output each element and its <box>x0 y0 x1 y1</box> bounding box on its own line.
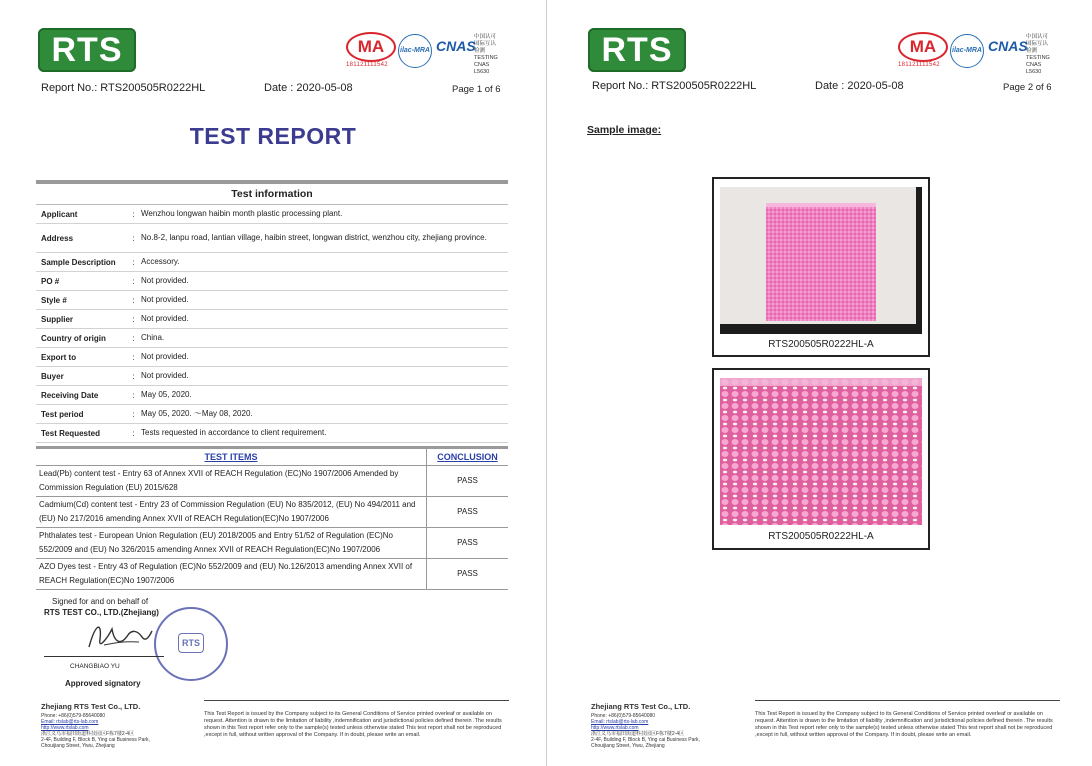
test-result: PASS <box>427 559 509 590</box>
info-colon: : <box>132 314 135 324</box>
test-items-table <box>36 446 508 590</box>
cert-number: 181121111542 <box>898 62 940 68</box>
cnas-text: 中国认可 国际互认 检测 TESTING CNAS L5630 <box>474 34 498 75</box>
info-key: Address <box>41 233 74 243</box>
test-item-row <box>36 559 508 590</box>
seal-rts-text: RTS <box>178 633 204 653</box>
report-page-2 <box>547 0 1092 766</box>
sample-photo-caption: RTS200505R0222HL-A <box>768 531 874 542</box>
info-key: Test period <box>41 409 84 419</box>
info-colon: : <box>132 233 135 243</box>
info-colon: : <box>132 257 135 267</box>
footer-disclaimer: This Test Report is issued by the Company subject to its General Conditions of Service printed overleaf or available on request. Attention is drawn to the limitation of liability ,indemnification and jurisdictional policies defined therein .The results shown in this Test report refer only to the sample(s) tested unless otherwise stated This test report shall not be reproduced ,except in full, without written approval of the Company. If in doubt, please write an email. <box>755 700 1060 739</box>
test-result: PASS <box>427 466 509 497</box>
sample-photo-swatch <box>720 187 922 334</box>
info-colon: : <box>132 409 135 419</box>
sample-photo-caption: RTS200505R0222HL-A <box>768 339 874 350</box>
cma-mark: MA 181121111542 <box>898 32 948 62</box>
info-key: PO # <box>41 276 60 286</box>
info-row <box>36 367 508 386</box>
info-value: Not provided. <box>141 352 189 361</box>
info-row <box>36 424 508 443</box>
info-key: Sample Description <box>41 257 116 267</box>
info-value: Wenzhou longwan haibin month plastic processing plant. <box>141 209 343 218</box>
rts-logo: RTS <box>38 28 136 72</box>
info-value: Accessory. <box>141 257 180 266</box>
page-number: Page 2 of 6 <box>1003 82 1052 93</box>
email-link[interactable]: Email: rtslab@rts-lab.com <box>41 719 99 725</box>
signature-block <box>44 597 204 688</box>
info-colon: : <box>132 333 135 343</box>
test-item: Lead(Pb) content test - Entry 63 of Annex XVII of REACH Regulation (EC)No 1907/2006 Amended by Commission Regulation (EU) 2015/628 <box>36 466 427 497</box>
signatory-role: Approved signatory <box>65 679 141 688</box>
website-link[interactable]: http://www.rtslab.com <box>591 725 639 731</box>
test-item-row <box>36 497 508 528</box>
info-row <box>36 272 508 291</box>
ilac-mra-mark: ilac-MRA <box>398 34 432 68</box>
cnas-mark: CNAS <box>436 38 476 54</box>
info-row <box>36 329 508 348</box>
info-key: Receiving Date <box>41 390 99 400</box>
info-value: Not provided. <box>141 295 189 304</box>
test-item: AZO Dyes test - Entry 43 of Regulation (EC)No 552/2009 and (EU) No.126/2013 amending Annex XVII of REACH Regulation(EC)No 1907/2006 <box>36 559 427 590</box>
test-information-heading: Test information <box>36 184 508 205</box>
info-value: Tests requested in accordance to client requirement. <box>141 428 327 437</box>
sample-image-label: Sample image: <box>587 124 662 136</box>
signed-for-line: Signed for and on behalf of <box>52 597 149 606</box>
page-number: Page 1 of 6 <box>452 84 501 95</box>
signatory-name: CHANGBIAO YU <box>70 663 120 670</box>
company-footer: Zhejiang RTS Test Co., LTD. Phone: +86(0)579-85640080 Email: rtslab@rts-lab.com http://www.rtslab.com 浙江义乌市福田街道科技园区F栋7楼2-4区 2-4F, Building F, Block B, Ying cai Business Park, Chouijiang Street, Yiwu, Zhejiang <box>41 702 150 749</box>
info-row <box>36 386 508 405</box>
report-date: Date : 2020-05-08 <box>815 80 904 92</box>
info-value: No.8-2, lanpu road, lantian village, haibin street, longwan district, wenzhou city, zhejiang province. <box>141 233 487 242</box>
cnas-mark: CNAS <box>988 38 1028 54</box>
ilac-mra-mark: ilac-MRA <box>950 34 984 68</box>
info-row <box>36 224 508 253</box>
test-item: Cadmium(Cd) content test - Entry 23 of Commission Regulation (EU) No 835/2012, (EU) No 494/2011 and (EU) No 217/2016 amending Annex XVII of REACH Regulation(EC)No 1907/2006 <box>36 497 427 528</box>
info-colon: : <box>132 352 135 362</box>
info-row <box>36 205 508 224</box>
company-seal <box>154 607 228 681</box>
signing-company: RTS TEST CO., LTD.(Zhejiang) <box>44 608 159 617</box>
info-value: Not provided. <box>141 276 189 285</box>
conclusion-heading: CONCLUSION <box>427 449 509 466</box>
sample-photo-frame <box>712 368 930 550</box>
email-link[interactable]: Email: rtslab@rts-lab.com <box>591 719 649 725</box>
info-colon: : <box>132 276 135 286</box>
info-row <box>36 291 508 310</box>
info-key: Applicant <box>41 209 78 219</box>
info-colon: : <box>132 295 135 305</box>
cnas-text: 中国认可 国际互认 检测 TESTING CNAS L5630 <box>1026 34 1050 75</box>
test-item: Phthalates test - European Union Regulation (EU) 2018/2005 and Entry 51/52 of Regulation (EC)No 552/2009 and (EU) No 326/2015 amending Annex XVII of REACH Regulation(EC)No 1907/2006 <box>36 528 427 559</box>
sample-photo-closeup <box>720 378 922 525</box>
info-row <box>36 405 508 424</box>
info-key: Style # <box>41 295 67 305</box>
test-item-row <box>36 528 508 559</box>
info-row <box>36 310 508 329</box>
info-value: China. <box>141 333 165 342</box>
test-result: PASS <box>427 497 509 528</box>
info-value: Not provided. <box>141 371 189 380</box>
info-key: Export to <box>41 352 77 362</box>
report-number: Report No.: RTS200505R0222HL <box>592 80 757 92</box>
test-item-row <box>36 466 508 497</box>
info-colon: : <box>132 371 135 381</box>
test-result: PASS <box>427 528 509 559</box>
info-value: May 05, 2020. ～May 08, 2020. <box>141 409 253 418</box>
website-link[interactable]: http://www.rtslab.com <box>41 725 89 731</box>
info-key: Country of origin <box>41 333 106 343</box>
company-footer: Zhejiang RTS Test Co., LTD. Phone: +86(0)579-85640080 Email: rtslab@rts-lab.com http://www.rtslab.com 浙江义乌市福田街道科技园区F栋7楼2-4区 2-4F, Building F, Block B, Ying cai Business Park, Chouijiang Street, Yiwu, Zhejiang <box>591 702 700 749</box>
info-key: Supplier <box>41 314 74 324</box>
info-row <box>36 348 508 367</box>
info-key: Buyer <box>41 371 64 381</box>
sample-photo-frame <box>712 177 930 357</box>
report-date: Date : 2020-05-08 <box>264 82 353 94</box>
report-title: TEST REPORT <box>189 123 357 149</box>
handwritten-signature <box>84 617 154 657</box>
test-information-table <box>36 180 508 443</box>
info-value: May 05, 2020. <box>141 390 192 399</box>
footer-disclaimer: This Test Report is issued by the Company subject to its General Conditions of Service printed overleaf or available on request. Attention is drawn to the limitation of liability ,indemnification and jurisdictional policies defined therein .The results shown in this Test report refer only to the sample(s) tested unless otherwise stated This test report shall not be reproduced ,except in full, without written approval of the Company. If in doubt, please write an email. <box>204 700 509 739</box>
cert-number: 181121111542 <box>346 62 388 68</box>
info-value: Not provided. <box>141 314 189 323</box>
cma-mark: MA 181121111542 <box>346 32 396 62</box>
info-row <box>36 253 508 272</box>
info-colon: : <box>132 390 135 400</box>
report-number: Report No.: RTS200505R0222HL <box>41 82 206 94</box>
test-items-heading: TEST ITEMS <box>36 449 427 466</box>
info-key: Test Requested <box>41 428 100 438</box>
info-colon: : <box>132 428 135 438</box>
rts-logo: RTS <box>588 28 686 72</box>
info-colon: : <box>132 209 135 219</box>
